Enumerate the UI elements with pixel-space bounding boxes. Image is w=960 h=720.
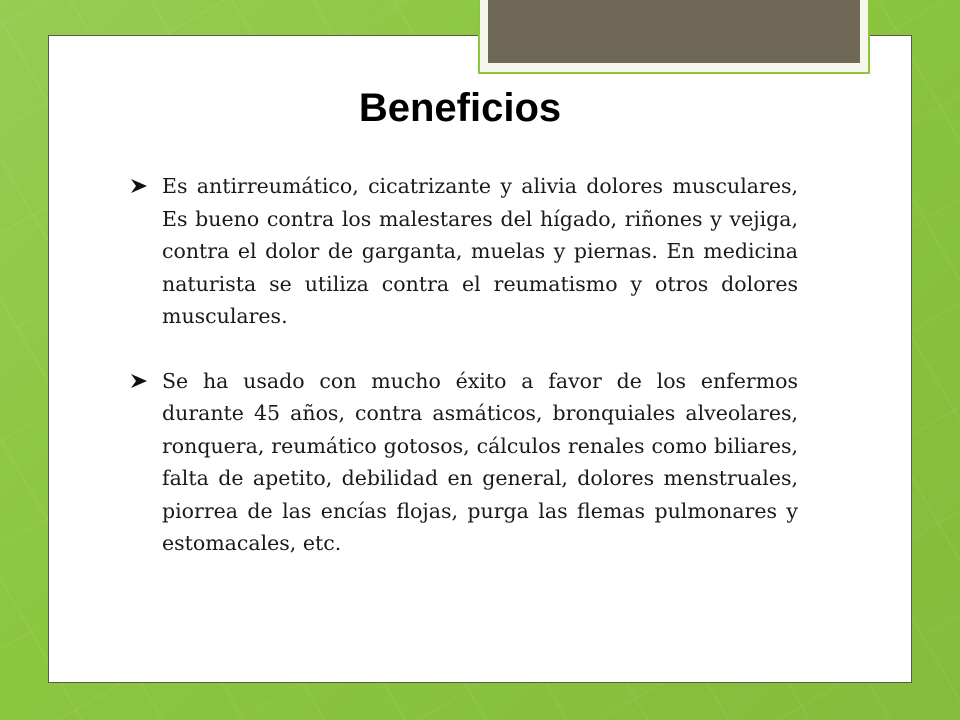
decorative-tab-block — [488, 0, 860, 63]
arrowhead-bullet-icon — [130, 178, 148, 194]
bullet-list — [130, 170, 798, 592]
bullet-item-2 — [130, 365, 798, 560]
bullet-text: Es antirreumático, cicatrizante y alivia dolores musculares, Es bueno contra los malestares del hígado, riñones y vejiga, contra el dolor de garganta, muelas y piernas. En medicina naturista se utiliza contra el reumatismo y otros dolores musculares. — [162, 174, 798, 328]
bullet-text: Se ha usado con mucho éxito a favor de los enfermos durante 45 años, contra asmáticos, bronquiales alveolares, ronquera, reumático gotosos, cálculos renales como biliares, falta de apetito, debilidad en general, dolores menstruales, piorrea de las encías flojas, purga las flemas pulmonares y estomacales, etc. — [162, 368, 798, 555]
bullet-item-1 — [130, 170, 798, 333]
arrowhead-bullet-icon — [130, 373, 148, 389]
slide-title: Beneficios — [358, 86, 562, 130]
